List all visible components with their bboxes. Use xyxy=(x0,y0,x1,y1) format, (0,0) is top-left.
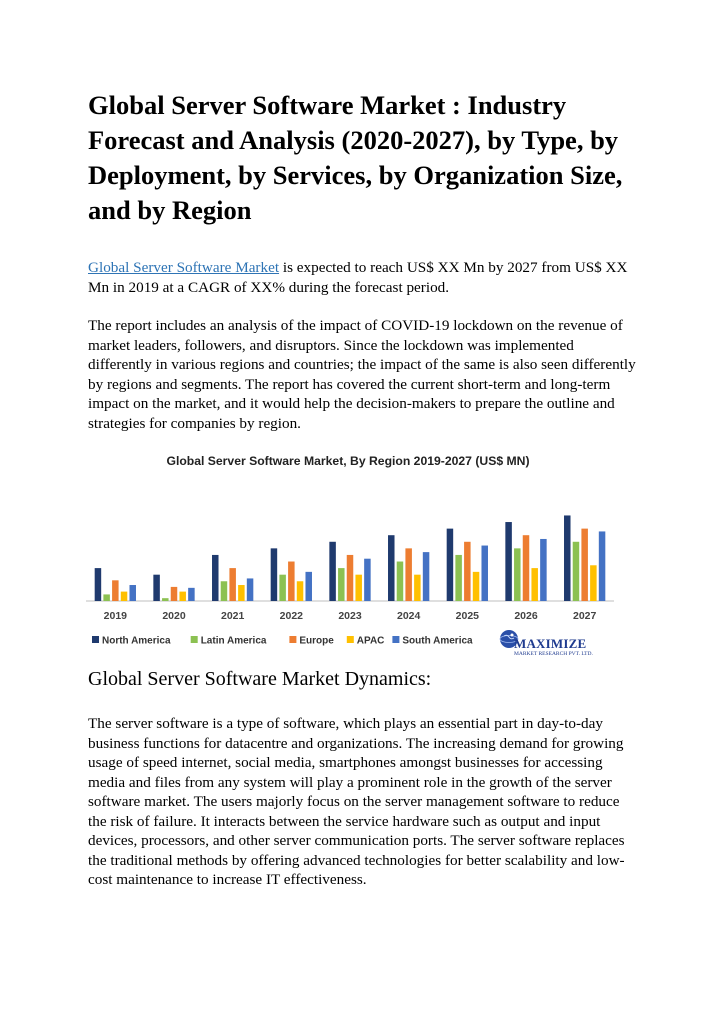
bar-south-america-2020 xyxy=(188,588,195,601)
legend-swatch-europe xyxy=(289,636,296,643)
bar-europe-2027 xyxy=(581,529,588,601)
x-tick-label-2019: 2019 xyxy=(103,610,128,622)
bar-south-america-2027 xyxy=(599,531,606,601)
bar-north-america-2019 xyxy=(95,568,102,601)
intro-paragraph xyxy=(88,258,638,297)
x-tick-label-2021: 2021 xyxy=(220,610,245,622)
bar-north-america-2025 xyxy=(447,529,454,601)
legend-label-south-america: South America xyxy=(402,635,473,647)
legend-label-europe: Europe xyxy=(299,635,334,647)
bar-apac-2024 xyxy=(414,575,421,601)
x-tick-label-2027: 2027 xyxy=(572,610,597,622)
bar-latin-america-2025 xyxy=(455,555,462,601)
x-tick-label-2023: 2023 xyxy=(338,610,362,622)
bar-south-america-2023 xyxy=(364,559,371,601)
x-tick-label-2020: 2020 xyxy=(162,610,186,622)
covid-paragraph: The report includes an analysis of the impact of COVID-19 lockdown on the revenue of market leaders, followers, and disruptors. Since the lockdown was implemented differently in various regions and countries; the impact of the same is also seen differently by regions and segments. The report has covered the current short-term and long-term impact on the market, and it would help the decision-makers to prepare the outline and strategies for companies by region. xyxy=(88,317,636,432)
bar-south-america-2025 xyxy=(481,546,488,601)
legend-label-latin-america: Latin America xyxy=(200,635,267,647)
bar-apac-2021 xyxy=(238,585,245,601)
bar-latin-america-2021 xyxy=(221,581,228,601)
document-title: Global Server Software Market : Industry Forecast and Analysis (2020-2027), by Type, by Deployment, by Services, by Organization Size, and by Region xyxy=(88,90,623,225)
maximize-logo xyxy=(498,628,638,664)
bar-europe-2019 xyxy=(112,580,119,601)
bar-europe-2020 xyxy=(171,587,178,601)
bar-apac-2023 xyxy=(355,575,362,601)
bar-north-america-2023 xyxy=(329,542,336,601)
bar-latin-america-2026 xyxy=(514,548,521,601)
bar-north-america-2021 xyxy=(212,555,219,601)
legend-swatch-south-america xyxy=(392,636,399,643)
x-tick-label-2024: 2024 xyxy=(396,610,421,622)
bar-latin-america-2022 xyxy=(279,575,286,601)
bar-south-america-2024 xyxy=(423,552,430,601)
bar-europe-2024 xyxy=(405,548,412,601)
bar-apac-2027 xyxy=(590,565,597,601)
x-tick-label-2025: 2025 xyxy=(455,610,480,622)
bar-europe-2025 xyxy=(464,542,471,601)
bar-latin-america-2027 xyxy=(573,542,580,601)
dynamics-paragraph: The server software is a type of software, which plays an essential part in day-to-day business functions for datacentre and organizations. The increasing demand for growing usage of speed internet, social media, smartphones amongst businesses for accessing media and files from any system will play a prominent role in the growth of the server software market. The users majorly focus on the server management software to reduce the risk of failure. It interacts between the service hardware such as output and input devices, processors, and other server communication ports. The server software replaces the traditional methods by offering advanced technologies for better scalability and low-cost maintenance to increase IT effectiveness. xyxy=(88,715,625,888)
bar-north-america-2027 xyxy=(564,515,571,601)
chart-title: Global Server Software Market, By Region 2019-2027 (US$ MN) xyxy=(166,454,530,468)
bar-north-america-2026 xyxy=(505,522,512,601)
bar-europe-2023 xyxy=(347,555,354,601)
legend-label-north-america: North America xyxy=(102,635,171,647)
legend-swatch-north-america xyxy=(92,636,99,643)
intro-text: is expected to reach US$ XX Mn by 2027 from US$ XX Mn in 2019 at a CAGR of XX% during the forecast period. xyxy=(88,259,628,296)
dynamics-heading: Global Server Software Market Dynamics: xyxy=(88,668,432,690)
logo-subtitle: MARKET RESEARCH PVT. LTD. xyxy=(514,651,593,657)
market-link[interactable]: Global Server Software Market xyxy=(88,259,280,276)
bar-south-america-2019 xyxy=(129,585,136,601)
bar-europe-2026 xyxy=(523,535,530,601)
bar-apac-2022 xyxy=(297,581,304,601)
bar-apac-2020 xyxy=(179,592,186,601)
bar-south-america-2022 xyxy=(305,572,312,601)
x-tick-label-2022: 2022 xyxy=(279,610,304,622)
bar-latin-america-2020 xyxy=(162,598,169,601)
bar-north-america-2024 xyxy=(388,535,395,601)
bar-north-america-2020 xyxy=(153,575,160,601)
legend-label-apac: APAC xyxy=(356,635,385,647)
bar-europe-2021 xyxy=(229,568,236,601)
bar-north-america-2022 xyxy=(271,548,278,601)
x-tick-label-2026: 2026 xyxy=(514,610,538,622)
bar-apac-2019 xyxy=(121,592,128,601)
logo-word: MAXIMIZE xyxy=(514,636,587,651)
bar-latin-america-2024 xyxy=(397,562,404,601)
bar-apac-2026 xyxy=(531,568,538,601)
bar-latin-america-2023 xyxy=(338,568,345,601)
bar-latin-america-2019 xyxy=(103,594,110,601)
bar-south-america-2026 xyxy=(540,539,547,601)
legend-swatch-latin-america xyxy=(191,636,198,643)
bar-apac-2025 xyxy=(473,572,480,601)
legend-swatch-apac xyxy=(347,636,354,643)
bar-europe-2022 xyxy=(288,562,295,601)
bar-south-america-2021 xyxy=(247,578,254,601)
